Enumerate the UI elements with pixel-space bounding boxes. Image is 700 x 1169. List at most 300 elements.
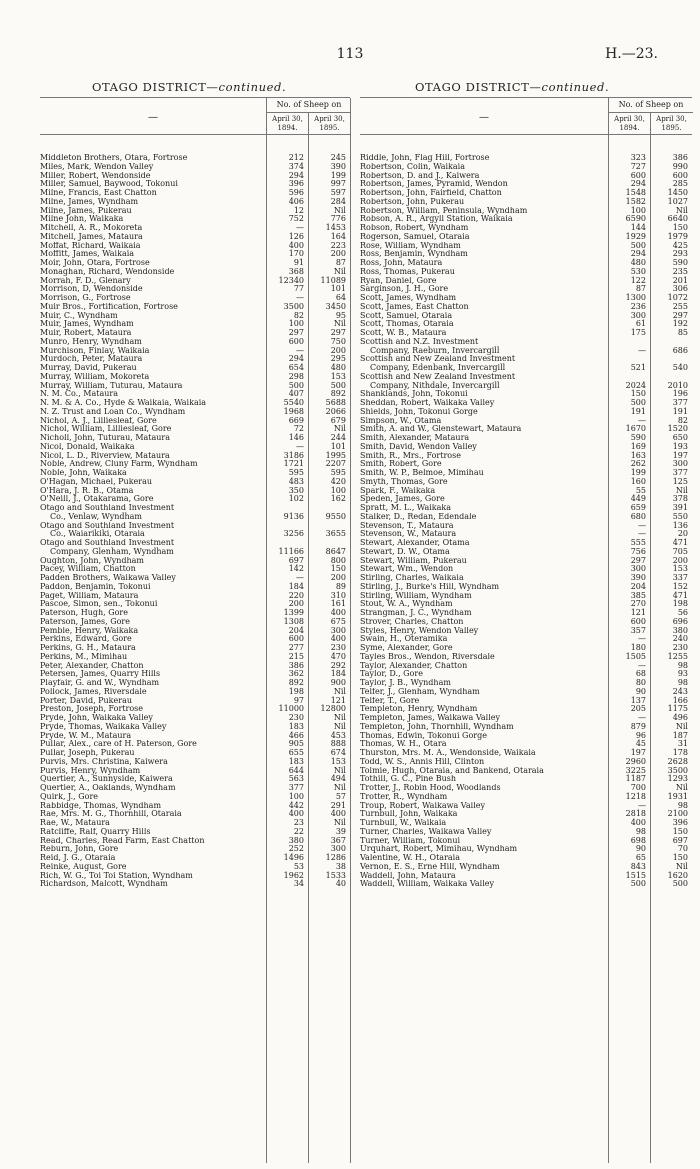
sheep-count-1895: 57 xyxy=(335,791,346,801)
owner-name: Robertson, Colin, Waikaia xyxy=(360,162,465,171)
owner-name: Robertson, James, Pyramid, Wendon xyxy=(360,180,508,189)
sheep-count-1894: 175 xyxy=(630,328,646,337)
sheep-count-1895: 70 xyxy=(677,844,688,854)
owner-name: Waddell, John, Mataura xyxy=(360,871,456,880)
sheep-count-1894: 374 xyxy=(288,161,304,171)
sheep-count-1895: 597 xyxy=(330,188,346,197)
owner-name: Smith, W. P., Belmoe, Mimihau xyxy=(360,469,484,477)
sheep-count-1895: 284 xyxy=(330,196,346,206)
sheep-count-1894: 386 xyxy=(288,660,304,670)
owner-name: Todd, W. S., Annis Hill, Clinton xyxy=(360,757,485,766)
page-number: 113 xyxy=(336,46,364,62)
owner-name: Morrison, D, Wendonside xyxy=(40,285,143,294)
sheep-count-1895: Nil xyxy=(333,205,346,215)
sheep-count-1894: 160 xyxy=(630,476,646,486)
sheep-count-1895: Nil xyxy=(675,783,688,792)
sheep-count-1894: 163 xyxy=(630,450,646,460)
owner-name: Scottish and N.Z. Investment Company, Raeburn, Invercargill xyxy=(360,337,500,355)
sheep-count-1894: 1721 xyxy=(283,459,304,469)
owner-name: Turner, Charles, Waikawa Valley xyxy=(360,827,492,836)
sheep-count-1895: 425 xyxy=(672,240,688,250)
sheep-count-1894: 126 xyxy=(288,231,304,241)
sheep-count-1894: 600 xyxy=(288,336,304,346)
sheep-count-1894: 362 xyxy=(288,669,304,679)
owner-name: Richardson, Malcott, Wyndham xyxy=(40,880,168,889)
owner-name: Ross, Thomas, Pukerau xyxy=(360,267,455,276)
sheep-count-1895: 184 xyxy=(330,669,346,679)
owner-name: Oughton, John, Wyndham xyxy=(40,556,145,565)
owner-name: Muir, C., Wyndham xyxy=(40,311,118,320)
sheep-count-1894: 892 xyxy=(288,678,304,687)
owner-name: Robertson, D. and J., Kaiwera xyxy=(360,171,480,180)
sheep-count-1894: 12 xyxy=(293,205,304,215)
sheep-count-1894: 350 xyxy=(288,485,304,495)
left-col-1894-head: April 30, 1894. xyxy=(266,113,308,134)
sheep-count-1894: 91 xyxy=(293,258,304,267)
sheep-count-1894: 137 xyxy=(630,695,646,705)
owner-name: Swain, H., Oteramika xyxy=(360,635,448,644)
sheep-count-1894: — xyxy=(638,634,646,644)
sheep-count-1894: 90 xyxy=(635,844,646,854)
sheep-count-1895: 1027 xyxy=(667,196,688,206)
sheep-count-1894: 500 xyxy=(288,380,304,390)
owner-name: Peter, Alexander, Chatton xyxy=(40,661,144,670)
sheep-count-1895: 800 xyxy=(330,555,346,565)
sheep-count-1895: 2628 xyxy=(667,756,688,766)
sheep-count-1894: 294 xyxy=(288,354,304,364)
sheep-count-1894: 298 xyxy=(288,371,304,381)
sheep-count-1894: 212 xyxy=(288,153,304,162)
sheep-count-1894: 644 xyxy=(288,765,304,775)
owner-name: Quirk, J., Gore xyxy=(40,792,99,801)
right-column-title xyxy=(415,80,609,94)
owner-name: Monaghan, Richard, Wendonside xyxy=(40,267,175,276)
sheep-count-1895: 675 xyxy=(330,616,346,626)
owner-name: Nichol, William, Lilliesleaf, Gore xyxy=(40,425,172,434)
sheep-count-1895: 2207 xyxy=(325,459,346,469)
sheep-count-1895: 1931 xyxy=(667,791,688,801)
sheep-count-1895: 150 xyxy=(330,564,346,574)
sheep-count-1894: 654 xyxy=(288,363,304,372)
sheep-count-1894: 5540 xyxy=(283,398,304,407)
owner-name: Rose, William, Wyndham xyxy=(360,241,461,250)
sheep-count-1895: 136 xyxy=(672,520,688,530)
owner-name: Otago and Southland Investment Co., Waiarikiki, Otaraia xyxy=(40,521,175,539)
owner-name: Templeton, Henry, Wyndham xyxy=(360,705,478,714)
sheep-count-1895: 1450 xyxy=(667,188,688,197)
sheep-count-1894: 905 xyxy=(288,739,304,749)
sheep-count-1894: 61 xyxy=(635,319,646,329)
owner-name: Reinke, August, Gore xyxy=(40,862,127,871)
sheep-count-1894: 262 xyxy=(630,459,646,469)
sheep-count-1894: 11000 xyxy=(278,704,304,714)
sheep-count-1895: 600 xyxy=(672,170,688,180)
sheep-count-1894: 72 xyxy=(293,424,304,434)
sheep-count-1894: 377 xyxy=(288,783,304,792)
sheep-count-1894: 98 xyxy=(635,826,646,836)
sheep-count-1894: 1308 xyxy=(283,616,304,626)
sheep-count-1895: 888 xyxy=(330,739,346,749)
sheep-count-1894: 1548 xyxy=(625,188,646,197)
sheep-count-1894: 180 xyxy=(630,643,646,652)
sheep-count-1895: 306 xyxy=(672,284,688,294)
sheep-count-1895: 31 xyxy=(677,739,688,749)
sheep-count-1894: 300 xyxy=(630,310,646,320)
sheep-count-1895: 550 xyxy=(672,511,688,521)
sheep-count-1895: 300 xyxy=(672,459,688,469)
sheep-count-1894: 277 xyxy=(288,643,304,652)
sheep-count-1895: 162 xyxy=(330,494,346,504)
sheep-count-1895: 500 xyxy=(672,879,688,889)
sheep-count-1895: Nil xyxy=(333,818,346,827)
sheep-count-1895: 245 xyxy=(330,153,346,162)
sheep-count-1894: 530 xyxy=(630,266,646,276)
owner-name: Pryde, Thomas, Waikaka Valley xyxy=(40,722,167,731)
sheep-count-1895: 378 xyxy=(672,494,688,504)
owner-name: Otago and Southland Investment Company, Glenham, Wyndham xyxy=(40,539,175,556)
owner-name: Shanklands, John, Tokonui xyxy=(360,390,468,399)
sheep-count-1895: 93 xyxy=(677,669,688,679)
owner-name: Scott, W. B., Mataura xyxy=(360,329,447,337)
sheep-count-1895: 89 xyxy=(335,581,346,591)
owner-name: Ross, John, Mataura xyxy=(360,259,443,267)
sheep-count-1894: 659 xyxy=(630,503,646,512)
left-owner-row xyxy=(40,539,350,557)
sheep-count-1895: 1520 xyxy=(667,424,688,434)
owner-name: Rae, W., Mataura xyxy=(40,819,110,827)
owner-name: Porter, David, Pukerau xyxy=(40,696,133,705)
sheep-count-1894: 756 xyxy=(630,546,646,556)
owner-name: Stewart, D. W., Otama xyxy=(360,547,450,556)
owner-name: O'Hagan, Michael, Pukerau xyxy=(40,477,153,486)
owner-name: Preston, Joseph, Fortrose xyxy=(40,705,143,714)
owner-name: Vernon, E. S., Erne Hill, Wyndham xyxy=(360,862,500,871)
sheep-count-1895: 686 xyxy=(672,345,688,355)
owner-name: Milne, Francis, East Chatton xyxy=(40,189,157,197)
sheep-count-1895: 153 xyxy=(330,756,346,766)
owner-name: Thomas, W. H., Otara xyxy=(360,740,447,749)
owner-name: Syme, Alexander, Gore xyxy=(360,644,453,652)
sheep-count-1894: 68 xyxy=(635,669,646,679)
owner-name: Robertson, William, Peninsula, Wyndham xyxy=(360,206,528,215)
sheep-count-1894: — xyxy=(638,345,646,355)
left-title-text: OTAGO DISTRICT— xyxy=(92,80,219,94)
sheep-count-1895: 470 xyxy=(330,651,346,661)
sheep-count-1894: 1300 xyxy=(625,293,646,302)
sheep-count-1895: 38 xyxy=(335,861,346,871)
sheep-count-1895: 1072 xyxy=(667,293,688,302)
sheep-count-1895: 201 xyxy=(672,275,688,285)
owner-name: Robertson, John, Pukerau xyxy=(360,197,465,206)
sheep-count-1895: 121 xyxy=(330,695,346,705)
owner-name: Noble, Andrew, Cluny Farm, Wyndham xyxy=(40,460,198,469)
sheep-count-1894: 96 xyxy=(635,730,646,740)
sheep-count-1894: 3500 xyxy=(283,301,304,311)
sheep-count-1895: 223 xyxy=(330,240,346,250)
sheep-count-1895: 500 xyxy=(330,380,346,390)
owner-name: Stirling, J., Burke's Hill, Wyndham xyxy=(360,582,500,591)
owner-name: Spark, F., Waikaka xyxy=(360,486,436,495)
right-table-body xyxy=(360,154,692,1163)
sheep-count-1894: 53 xyxy=(293,861,304,871)
right-owner-row xyxy=(360,880,692,889)
owner-name: Pullar, Joseph, Pukerau xyxy=(40,749,135,757)
owner-name: Styles, Henry, Wendon Valley xyxy=(360,626,479,635)
owner-name: Nicol, Donald, Waikaka xyxy=(40,442,135,451)
sheep-count-1895: 776 xyxy=(330,214,346,224)
sheep-count-1895: 1175 xyxy=(667,704,688,714)
sheep-count-1895: 697 xyxy=(672,835,688,845)
sheep-count-1895: 3655 xyxy=(325,529,346,539)
sheep-count-1894: 23 xyxy=(293,818,304,827)
sheep-count-1895: 386 xyxy=(672,153,688,162)
owner-name: Thomas, Edwin, Tokonui Gorge xyxy=(360,731,487,740)
left-table xyxy=(40,97,350,1163)
sheep-count-1895: 98 xyxy=(677,800,688,810)
sheep-count-1895: 400 xyxy=(330,809,346,819)
sheep-count-1894: 400 xyxy=(630,818,646,827)
owner-name: Moffat, Richard, Waikaia xyxy=(40,241,141,250)
sheep-count-1895: 1453 xyxy=(325,223,346,232)
sheep-count-1895: 161 xyxy=(330,599,346,609)
sheep-count-1895: Nil xyxy=(675,861,688,871)
sheep-count-1895: 295 xyxy=(330,354,346,364)
sheep-count-1894: 596 xyxy=(288,188,304,197)
sheep-count-1894: 55 xyxy=(635,485,646,495)
sheep-count-1894: 77 xyxy=(293,284,304,294)
owner-name: Pemble, Henry, Waikaka xyxy=(40,626,139,635)
sheep-count-1894: 390 xyxy=(630,573,646,582)
sheep-count-1894: 198 xyxy=(288,686,304,696)
sheep-count-1894: 3186 xyxy=(283,450,304,460)
owner-name: Robson, Robert, Wyndham xyxy=(360,224,469,232)
sheep-count-1895: 193 xyxy=(672,441,688,451)
sheep-count-1894: 449 xyxy=(630,494,646,504)
sheep-count-1894: 1929 xyxy=(625,231,646,241)
owner-name: Turnbull, John, Waikaka xyxy=(360,810,458,819)
owner-name: Mitchell, James, Mataura xyxy=(40,232,143,241)
owner-name: Quertier, A., Oaklands, Wyndham xyxy=(40,784,176,792)
owner-name: Miller, Robert, Wendonside xyxy=(40,171,151,180)
sheep-count-1894: 191 xyxy=(630,406,646,416)
sheep-count-1895: 196 xyxy=(672,389,688,399)
sheep-count-1895: Nil xyxy=(333,424,346,434)
sheep-count-1894: 199 xyxy=(630,468,646,477)
sheep-count-1894: 22 xyxy=(293,826,304,836)
owner-name: O'Hara, J. R. B., Otama xyxy=(40,486,134,495)
sheep-count-1895: 87 xyxy=(335,258,346,267)
sheep-count-1895: 300 xyxy=(330,625,346,635)
left-owner-row xyxy=(40,880,350,889)
sheep-count-1895: 1293 xyxy=(667,774,688,784)
sheep-count-1895: 230 xyxy=(330,643,346,652)
owner-name: Scott, Thomas, Otaraia xyxy=(360,320,454,329)
sheep-count-1894: 146 xyxy=(288,433,304,442)
sheep-count-1894: — xyxy=(296,345,304,355)
sheep-count-1895: 1286 xyxy=(325,853,346,862)
sheep-count-1894: — xyxy=(296,223,304,232)
owner-name: Scott, James, Wyndham xyxy=(360,294,457,302)
sheep-count-1894: 400 xyxy=(288,240,304,250)
owner-name: Sheddan, Robert, Waikaka Valley xyxy=(360,399,495,407)
owner-name: Taylor, Alexander, Chatton xyxy=(360,661,468,670)
sheep-count-1895: 650 xyxy=(672,433,688,442)
sheep-count-1894: 3225 xyxy=(625,765,646,775)
sheep-count-1894: 1582 xyxy=(625,196,646,206)
sheep-count-1895: 187 xyxy=(672,730,688,740)
sheep-count-1895: 494 xyxy=(330,774,346,784)
sheep-count-1895: 100 xyxy=(330,485,346,495)
sheep-count-1895: 400 xyxy=(330,634,346,644)
sheep-count-1894: 82 xyxy=(293,310,304,320)
owner-name: Tayles Bros., Wendon, Riversdale xyxy=(360,652,495,661)
owner-name: Murray, William, Tuturau, Mataura xyxy=(40,381,183,390)
sheep-count-1894: 6590 xyxy=(625,214,646,224)
sheep-count-1895: 377 xyxy=(672,398,688,407)
owner-name: Murchison, Finlay, Waikaia xyxy=(40,346,150,355)
sheep-count-1894: 236 xyxy=(630,301,646,311)
owner-name: Stalker, D., Redan, Edendale xyxy=(360,512,477,521)
sheep-count-1894: 294 xyxy=(630,249,646,259)
sheep-count-1895: 380 xyxy=(672,625,688,635)
sheep-count-1895: 235 xyxy=(672,266,688,276)
sheep-count-1894: 697 xyxy=(288,555,304,565)
owner-name: Robson, A. R., Argyll Station, Waikaia xyxy=(360,215,513,224)
owner-name: Thurston, Mrs. M. A., Wendonside, Waikaia xyxy=(360,749,536,757)
owner-name: Scott, James, East Chatton xyxy=(360,302,469,311)
owner-name: Rae, Mrs. M. G., Thornhill, Otaraia xyxy=(40,810,182,819)
sheep-count-1895: 200 xyxy=(672,555,688,565)
sheep-count-1895: 164 xyxy=(330,231,346,241)
sheep-count-1894: 600 xyxy=(630,616,646,626)
owner-name: Muir, Robert, Mataura xyxy=(40,329,132,337)
sheep-count-1894: 170 xyxy=(288,249,304,259)
sheep-count-1894: 655 xyxy=(288,748,304,757)
right-table xyxy=(360,97,692,1163)
sheep-count-1895: 1620 xyxy=(667,870,688,880)
sheep-count-1895: 64 xyxy=(335,293,346,302)
owner-name: Telfer, J., Glenham, Wyndham xyxy=(360,687,480,696)
owner-name: Morrah, F. D., Glenary xyxy=(40,276,131,285)
sheep-count-1894: 1496 xyxy=(283,853,304,862)
sheep-count-1894: 406 xyxy=(288,196,304,206)
owner-name: Perkins, M., Mimihau xyxy=(40,652,128,661)
owner-name: Reburn, John, Gore xyxy=(40,845,119,854)
left-name-column-head: — xyxy=(148,112,158,123)
sheep-count-1894: 205 xyxy=(630,704,646,714)
sheep-count-1894: 294 xyxy=(630,179,646,189)
sheep-count-1895: 2100 xyxy=(667,809,688,819)
owner-name: Trotter, R., Wyndham xyxy=(360,792,448,801)
owner-name: Strangman, J. C., Wyndham xyxy=(360,609,472,617)
sheep-count-1895: 125 xyxy=(672,476,688,486)
sheep-count-1894: 590 xyxy=(630,433,646,442)
left-owner-row xyxy=(40,504,350,522)
sheep-count-1894: — xyxy=(638,713,646,722)
owner-name: Miles, Mark, Wendon Valley xyxy=(40,162,154,171)
sheep-count-1895: Nil xyxy=(675,721,688,731)
owner-name: Pryde, John, Waikaka Valley xyxy=(40,714,153,722)
owner-name: Smyth, Thomas, Gore xyxy=(360,477,448,486)
sheep-count-1894: 122 xyxy=(630,275,646,285)
owner-name: Stirling, Charles, Waikaia xyxy=(360,574,464,582)
owner-name: O'Neill, J., Otakarama, Gore xyxy=(40,495,154,504)
sheep-count-1894: 150 xyxy=(630,389,646,399)
owner-name: Riddle, John, Flag Hill, Fortrose xyxy=(360,154,490,162)
sheep-count-1895: Nil xyxy=(333,266,346,276)
left-owner-row xyxy=(40,522,350,540)
owner-name: Troup, Robert, Waikawa Valley xyxy=(360,801,485,810)
sheep-count-1894: 357 xyxy=(630,625,646,635)
sheep-count-1894: 669 xyxy=(288,415,304,425)
owner-name: Nicol, L. D., Riverview, Mataura xyxy=(40,451,170,460)
sheep-count-1894: 407 xyxy=(288,389,304,399)
owner-name: Muir, James, Wyndham xyxy=(40,320,134,329)
sheep-count-1894: 563 xyxy=(288,774,304,784)
sheep-count-1895: 480 xyxy=(330,363,346,372)
owner-name: Ross, Benjamin, Wyndham xyxy=(360,250,468,259)
owner-name: Noble, John, Waikaka xyxy=(40,469,127,477)
owner-name: Stewart, Wm., Wendon xyxy=(360,565,454,574)
sheep-count-1895: 150 xyxy=(672,826,688,836)
sheep-count-1895: Nil xyxy=(333,721,346,731)
owner-name: Pullar, Alex., care of H. Paterson, Gore xyxy=(40,740,197,749)
sheep-count-1894: 90 xyxy=(635,686,646,696)
left-table-body xyxy=(40,154,350,1163)
sheep-count-1894: 65 xyxy=(635,853,646,862)
sheep-count-1894: 100 xyxy=(288,319,304,329)
owner-name: Paget, William, Mataura xyxy=(40,591,139,600)
sheep-count-1895: Nil xyxy=(675,485,688,495)
sheep-count-1895: 12800 xyxy=(320,704,346,714)
sheep-count-1895: 153 xyxy=(330,371,346,381)
right-owner-row xyxy=(360,329,692,338)
owner-name: Stevenson, W., Mataura xyxy=(360,530,457,539)
sheep-count-1894: 87 xyxy=(635,284,646,294)
sheep-count-1894: 843 xyxy=(630,861,646,871)
sheep-count-1894: 230 xyxy=(288,713,304,722)
sheep-count-1895: 300 xyxy=(330,844,346,854)
owner-name: Milne John, Waikaka xyxy=(40,215,124,224)
sheep-count-1895: 679 xyxy=(330,415,346,425)
owner-name: Smith, R., Mrs., Fortrose xyxy=(360,451,461,460)
sheep-count-1895: 391 xyxy=(672,503,688,512)
sheep-count-1894: 220 xyxy=(288,590,304,600)
sheep-count-1894: 600 xyxy=(288,634,304,644)
sheep-count-1894: 1187 xyxy=(625,774,646,784)
sheep-count-1894: 1218 xyxy=(625,791,646,801)
sheep-count-1895: 310 xyxy=(330,590,346,600)
sheep-count-1895: 240 xyxy=(672,634,688,644)
sheep-count-1895: 198 xyxy=(672,599,688,609)
sheep-count-1894: 183 xyxy=(288,721,304,731)
sheep-count-1895: 230 xyxy=(672,643,688,652)
sheep-count-1895: 367 xyxy=(330,835,346,845)
sheep-count-1895: 101 xyxy=(330,441,346,451)
left-column-title xyxy=(92,80,286,94)
left-divider-3 xyxy=(350,98,351,1163)
sheep-count-1894: 3256 xyxy=(283,529,304,539)
sheep-count-1894: 1962 xyxy=(283,870,304,880)
owner-name: Shields, John, Tokonui Gorge xyxy=(360,407,478,416)
right-table-header xyxy=(360,98,692,135)
sheep-count-1895: 590 xyxy=(672,258,688,267)
sheep-count-1895: 199 xyxy=(330,170,346,180)
sheep-count-1895: 6640 xyxy=(667,214,688,224)
sheep-count-1894: 480 xyxy=(630,258,646,267)
owner-name: Stout, W. A., Wyndham xyxy=(360,600,453,609)
owner-name: Pacey, William, Chatton xyxy=(40,565,136,574)
